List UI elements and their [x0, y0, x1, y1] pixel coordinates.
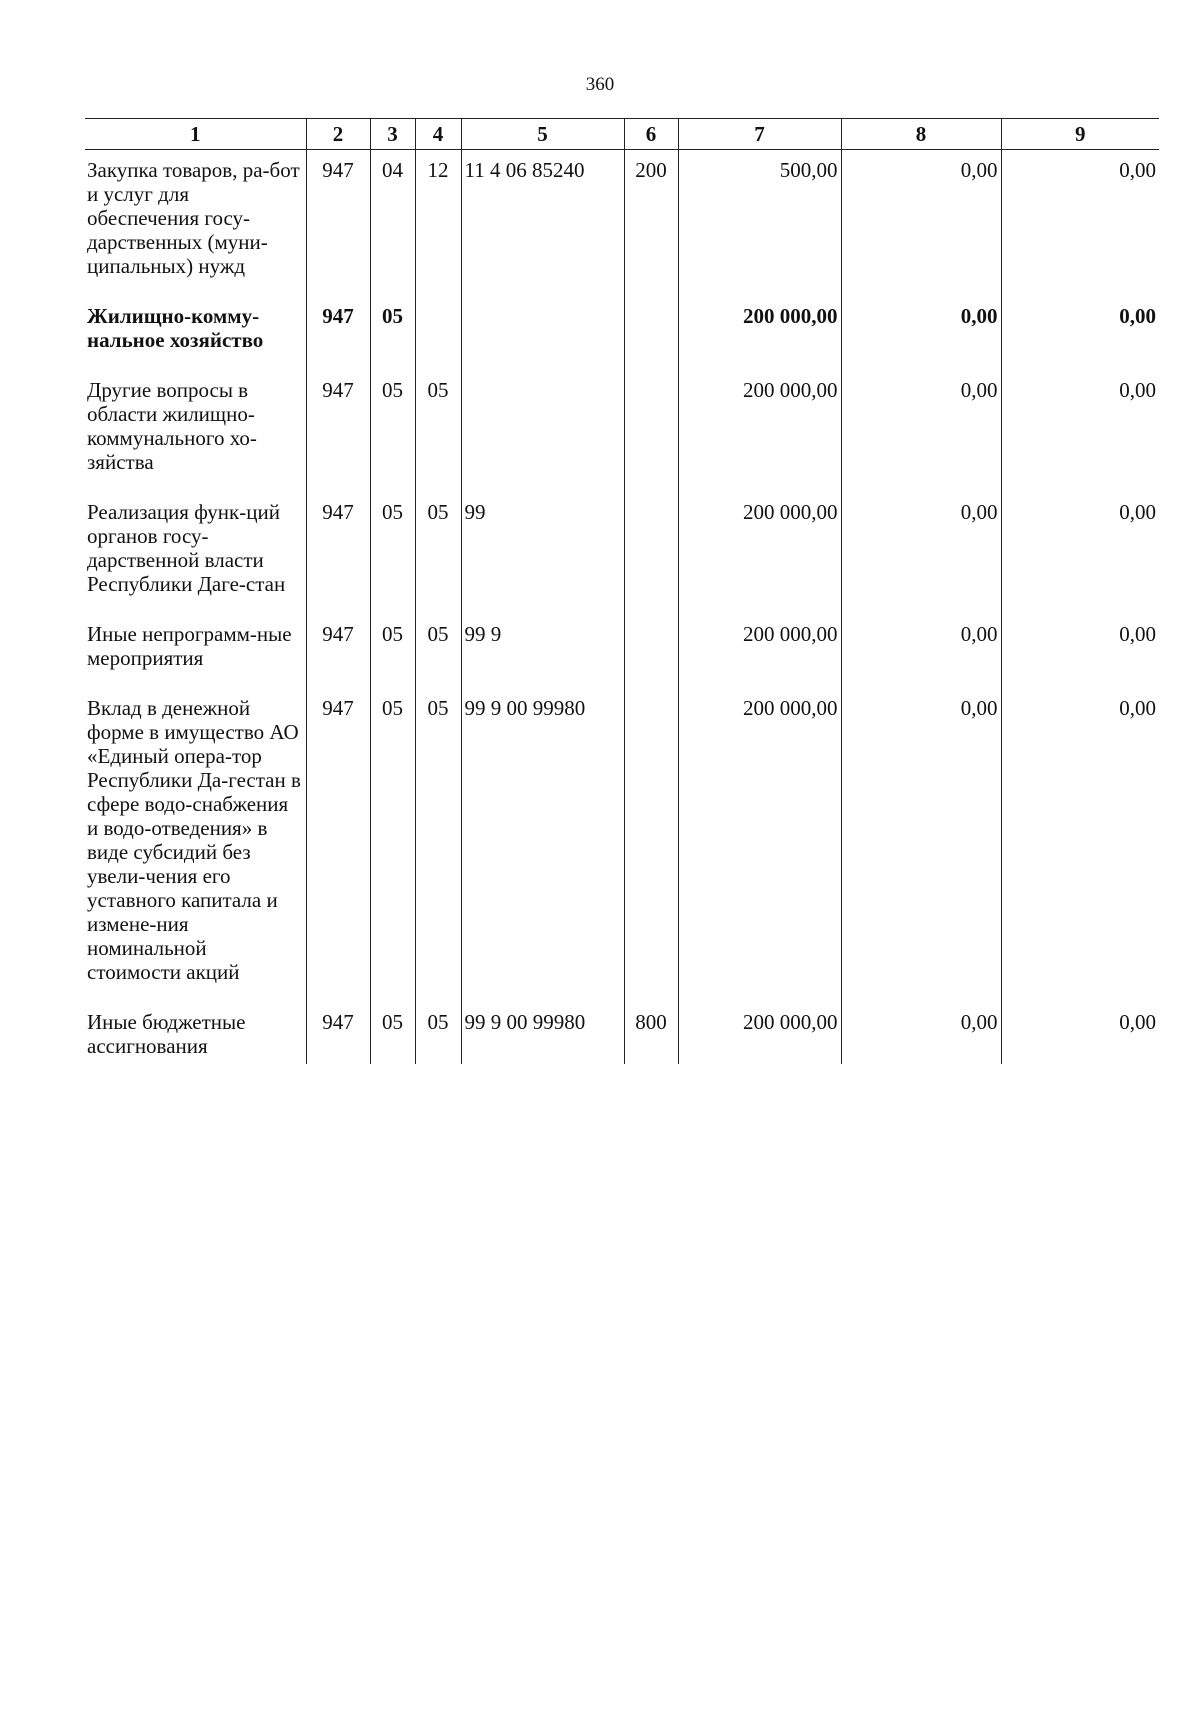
- header-col-3: 3: [370, 119, 415, 150]
- budget-table: [85, 118, 1159, 1064]
- row-rz: 05: [370, 616, 415, 690]
- row-pr: [415, 298, 461, 372]
- row-name: Закупка товаров, ра-бот и услуг для обеспечения госу-дарственных (муни-ципальных) нужд: [87, 158, 300, 278]
- row-sum-3: 0,00: [1001, 298, 1159, 372]
- row-csr: 11 4 06 85240: [461, 150, 624, 299]
- row-vr: [624, 372, 678, 494]
- row-ved: 947: [306, 616, 370, 690]
- row-ved: 947: [306, 298, 370, 372]
- row-sum-2: 0,00: [841, 150, 1001, 299]
- row-pr: 05: [415, 690, 461, 1004]
- row-sum-2: 0,00: [841, 372, 1001, 494]
- row-sum-2: 0,00: [841, 616, 1001, 690]
- row-rz: 05: [370, 298, 415, 372]
- row-vr: [624, 616, 678, 690]
- page-number: 360: [585, 74, 615, 95]
- row-vr: 200: [624, 150, 678, 299]
- header-row: [85, 119, 1159, 150]
- header-col-9: 9: [1001, 119, 1159, 150]
- row-csr: [461, 298, 624, 372]
- row-rz: 05: [370, 494, 415, 616]
- row-csr: 99 9: [461, 616, 624, 690]
- table-row: [85, 616, 1159, 690]
- row-sum-1: 200 000,00: [678, 372, 841, 494]
- row-sum-3: 0,00: [1001, 616, 1159, 690]
- table-row: [85, 298, 1159, 372]
- row-vr: [624, 690, 678, 1004]
- row-sum-3: 0,00: [1001, 1004, 1159, 1064]
- header-col-4: 4: [415, 119, 461, 150]
- row-name: Другие вопросы в области жилищно-коммунального хо-зяйства: [87, 378, 257, 474]
- row-vr: [624, 298, 678, 372]
- row-sum-3: 0,00: [1001, 494, 1159, 616]
- table-row: [85, 150, 1159, 299]
- row-sum-1: 500,00: [678, 150, 841, 299]
- row-pr: 05: [415, 1004, 461, 1064]
- row-vr: [624, 494, 678, 616]
- row-name: Вклад в денежной форме в имущество АО «Единый опера-тор Республики Да-гестан в сфере водо-снабжения и водо-отведения» в виде субсидий без увели-чения его уставного капитала и измене-ния номинальной стоимости акций: [87, 696, 301, 984]
- header-col-5: 5: [461, 119, 624, 150]
- row-pr: 05: [415, 616, 461, 690]
- row-rz: 05: [370, 1004, 415, 1064]
- row-sum-1: 200 000,00: [678, 616, 841, 690]
- row-name: Реализация функ-ций органов госу-дарственной власти Республики Даге-стан: [87, 500, 286, 596]
- table-body: [85, 150, 1159, 1065]
- row-sum-1: 200 000,00: [678, 298, 841, 372]
- header-col-2: 2: [306, 119, 370, 150]
- row-name: Жилищно-комму-нальное хозяйство: [87, 304, 264, 352]
- table-header: [85, 119, 1159, 150]
- row-pr: 05: [415, 372, 461, 494]
- row-sum-1: 200 000,00: [678, 690, 841, 1004]
- row-csr: 99: [461, 494, 624, 616]
- row-name: Иные непрограмм-ные мероприятия: [87, 622, 292, 670]
- row-sum-2: 0,00: [841, 298, 1001, 372]
- header-col-6: 6: [624, 119, 678, 150]
- header-col-7: 7: [678, 119, 841, 150]
- row-pr: 05: [415, 494, 461, 616]
- row-sum-3: 0,00: [1001, 690, 1159, 1004]
- row-name: Иные бюджетные ассигнования: [87, 1010, 246, 1058]
- row-sum-3: 0,00: [1001, 372, 1159, 494]
- row-sum-1: 200 000,00: [678, 1004, 841, 1064]
- row-ved: 947: [306, 1004, 370, 1064]
- table-row: [85, 1004, 1159, 1064]
- row-sum-1: 200 000,00: [678, 494, 841, 616]
- row-rz: 04: [370, 150, 415, 299]
- header-col-1: 1: [85, 119, 306, 150]
- header-col-8: 8: [841, 119, 1001, 150]
- row-pr: 12: [415, 150, 461, 299]
- row-csr: 99 9 00 99980: [461, 1004, 624, 1064]
- row-ved: 947: [306, 690, 370, 1004]
- row-sum-2: 0,00: [841, 494, 1001, 616]
- row-csr: 99 9 00 99980: [461, 690, 624, 1004]
- row-sum-2: 0,00: [841, 690, 1001, 1004]
- row-csr: [461, 372, 624, 494]
- table-row: [85, 372, 1159, 494]
- row-ved: 947: [306, 150, 370, 299]
- row-rz: 05: [370, 372, 415, 494]
- row-vr: 800: [624, 1004, 678, 1064]
- row-ved: 947: [306, 494, 370, 616]
- table-row: [85, 690, 1159, 1004]
- row-ved: 947: [306, 372, 370, 494]
- row-rz: 05: [370, 690, 415, 1004]
- row-sum-2: 0,00: [841, 1004, 1001, 1064]
- row-sum-3: 0,00: [1001, 150, 1159, 299]
- table-row: [85, 494, 1159, 616]
